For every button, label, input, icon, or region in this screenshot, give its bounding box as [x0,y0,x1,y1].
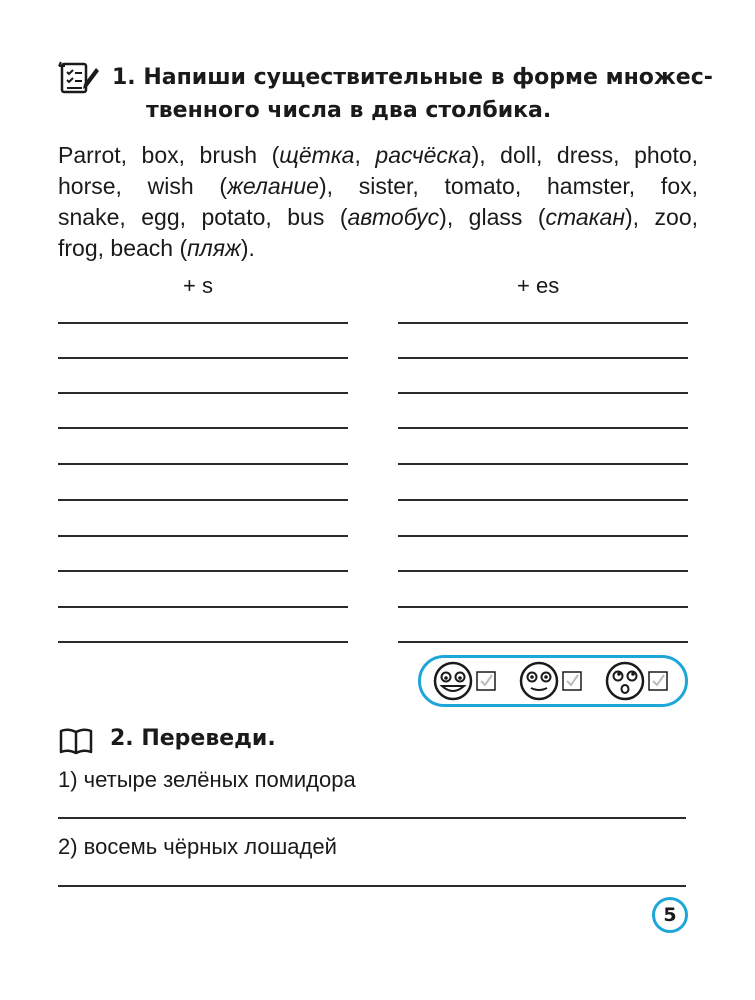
task2-title: 2. Переведи. [110,726,276,751]
word-text: ), doll, dress, photo, [471,142,699,168]
word-text: frog, beach ( [58,235,188,261]
word-text: ). [240,235,255,261]
word-list-line [58,171,698,202]
checkbox-icon [563,672,581,690]
word-text: ), sister, tomato, hamster, fox, [318,173,698,199]
answer-line[interactable] [58,463,348,465]
answer-line[interactable] [58,885,686,887]
answer-line[interactable] [58,535,348,537]
word-translation: расчёска [375,142,472,168]
answer-line[interactable] [398,463,688,465]
word-translation: автобус [347,204,440,230]
word-text: , [354,142,376,168]
column-head-s: + s [183,273,213,298]
answer-line[interactable] [398,641,688,643]
answer-line[interactable] [398,499,688,501]
surprised-face-icon [607,663,643,699]
happy-face-icon [435,663,471,699]
word-translation: желание [227,173,319,199]
answer-line[interactable] [398,392,688,394]
checkbox-icon [649,672,667,690]
translate-item-2: 2) восемь чёрных лошадей [58,834,337,859]
word-translation: щётка [279,142,355,168]
smiling-face-icon [521,663,557,699]
pencil-task-icon [56,58,100,96]
answer-line[interactable] [58,499,348,501]
word-list-line [58,140,698,171]
word-text: horse, wish ( [58,173,228,199]
task1-title-line2: твенного числа в два столбика. [146,98,552,123]
task1-title-line1: 1. Напиши существительные в форме множес- [112,65,713,90]
answer-line[interactable] [398,322,688,324]
translate-item-1: 1) четыре зелёных помидора [58,767,356,792]
answer-line[interactable] [58,606,348,608]
answer-line[interactable] [58,357,348,359]
answer-line[interactable] [398,427,688,429]
self-assessment-box [418,655,688,707]
word-text: Parrot, box, brush ( [58,142,280,168]
column-head-es: + es [517,273,560,298]
answer-line[interactable] [58,817,686,819]
word-translation: стакан [545,204,626,230]
word-text: ), zoo, [625,204,699,230]
word-list [58,140,698,264]
answer-line[interactable] [398,606,688,608]
answer-line[interactable] [398,570,688,572]
page-number: 5 [652,897,688,933]
word-translation: пляж [187,235,241,261]
answer-line[interactable] [398,357,688,359]
answer-line[interactable] [58,322,348,324]
book-icon [58,726,94,756]
word-text: snake, egg, potato, bus ( [58,204,348,230]
answer-line[interactable] [58,570,348,572]
answer-line[interactable] [58,392,348,394]
word-list-line [58,202,698,233]
answer-line[interactable] [58,641,348,643]
checkbox-icon [477,672,495,690]
answer-line[interactable] [58,427,348,429]
word-text: ), glass ( [439,204,546,230]
answer-line[interactable] [398,535,688,537]
word-list-line [58,233,698,264]
